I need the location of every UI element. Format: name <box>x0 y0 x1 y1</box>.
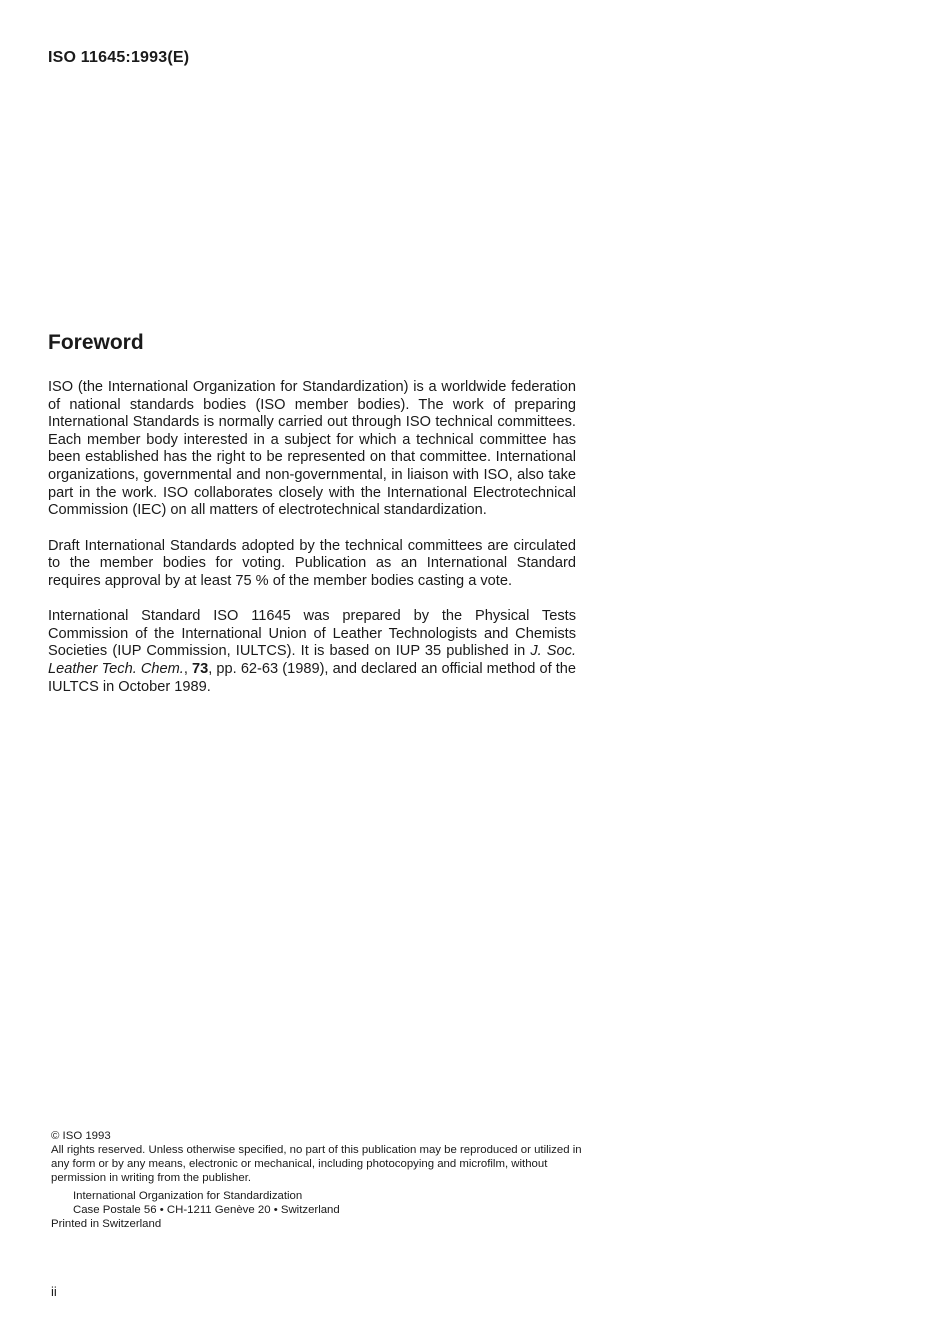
paragraph-3 <box>48 608 576 696</box>
section-title: Foreword <box>48 331 144 354</box>
paragraph-2: Draft International Standards adopted by the technical committees are circulated to the member bodies for voting. Publication as an International Standard requires approval by at least 75 % of the member bodies casting a vote. <box>48 537 576 589</box>
journal-volume: 73 <box>192 660 209 677</box>
journal-title: J. Soc. Leather Tech. Chem. <box>48 643 576 677</box>
rights-statement: All rights reserved. Unless otherwise specified, no part of this publication may be reproduced or utilized in any form or by any means, electronic or mechanical, including photocopying and microfilm, without permission in writing from the publisher. <box>51 1144 582 1184</box>
paragraph-3-intro: International Standard ISO 11645 was prepared by the Physical Tests Commission of the International Union of Leather Technologists and Chemists Societies (IUP Commission, IULTCS). It is based on IUP 35 published in <box>48 608 576 660</box>
copyright-block <box>51 1129 591 1231</box>
copyright-notice: © ISO 1993 <box>51 1130 111 1142</box>
citation-separator: , <box>183 660 193 677</box>
paragraph-3-rest: , pp. 62-63 (1989), and declared an official method of the IULTCS in October 1989. <box>48 660 577 695</box>
paragraph-1: ISO (the International Organization for Standardization) is a worldwide federation of national standards bodies (ISO member bodies). The work of preparing International Standards is normally carried out through ISO technical committees. Each member body interested in a subject for which a technical committee has been established has the right to be represented on that committee. International organizations, governmental and non-governmental, in liaison with ISO, also take part in the work. ISO collaborates closely with the International Electrotechnical Commission (IEC) on all matters of electrotechnical standardization. <box>48 379 576 519</box>
org-address: Case Postale 56 • CH-1211 Genève 20 • Switzerland <box>73 1204 340 1216</box>
document-id: ISO 11645:1993(E) <box>48 49 190 66</box>
publisher-address <box>73 1189 591 1217</box>
org-name: International Organization for Standardization <box>73 1190 303 1202</box>
printed-in: Printed in Switzerland <box>51 1218 162 1230</box>
foreword-body <box>48 379 576 714</box>
page-number: ii <box>51 1284 57 1299</box>
